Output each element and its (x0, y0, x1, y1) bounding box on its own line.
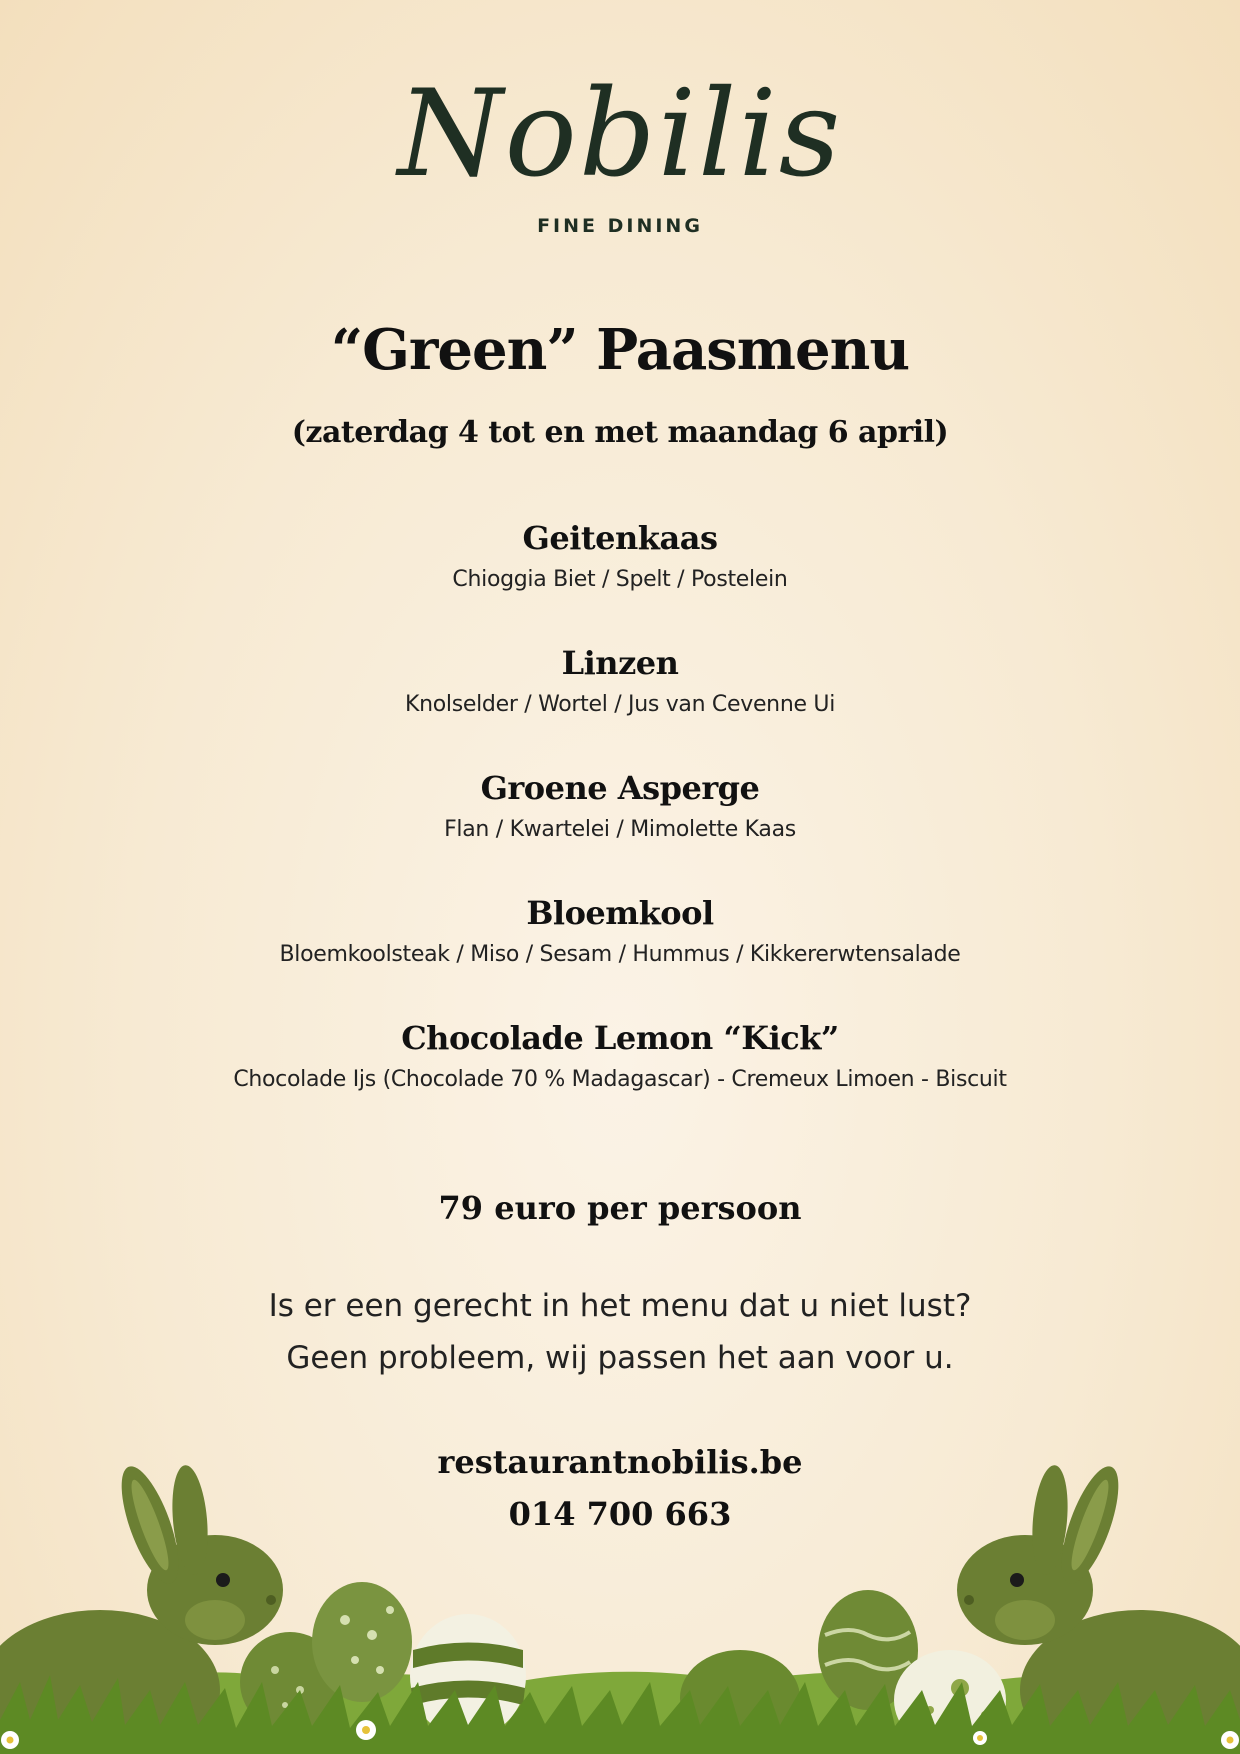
course-item (0, 1019, 1240, 1092)
logo-wordmark: Nobilis (397, 65, 843, 204)
course-description: Chioggia Biet / Spelt / Postelein (452, 567, 788, 592)
course-item (0, 519, 1240, 592)
price: 79 euro per persoon (438, 1189, 802, 1227)
course-item (0, 769, 1240, 842)
dietary-note-line: Is er een gerecht in het menu dat u niet lust? (268, 1288, 972, 1324)
website-link[interactable]: restaurantnobilis.be (437, 1443, 803, 1481)
course-name: Chocolade Lemon “Kick” (401, 1019, 839, 1057)
course-item (0, 894, 1240, 967)
course-description: Knolselder / Wortel / Jus van Cevenne Ui (404, 692, 836, 717)
logo (0, 55, 1240, 245)
course-name: Bloemkool (526, 894, 714, 932)
menu-dates: (zaterdag 4 tot en met maandag 6 april) (291, 415, 949, 450)
course-description: Bloemkoolsteak / Miso / Sesam / Hummus / Kikkererwtensalade (279, 942, 961, 967)
course-item (0, 644, 1240, 717)
phone-number[interactable]: 014 700 663 (508, 1495, 732, 1533)
course-name: Groene Asperge (480, 769, 760, 807)
course-name: Geitenkaas (522, 519, 718, 557)
course-description: Chocolade Ijs (Chocolade 70 % Madagascar) - Cremeux Limoen - Biscuit (233, 1067, 1007, 1092)
easter-decoration (0, 1420, 1240, 1754)
course-description: Flan / Kwartelei / Mimolette Kaas (444, 817, 796, 842)
logo-subtitle: FINE DINING (537, 215, 703, 237)
easter-egg-icon (410, 1614, 526, 1738)
dietary-note (0, 1280, 1240, 1384)
menu-title: “Green” Paasmenu (330, 317, 910, 383)
easter-egg-icon (312, 1582, 412, 1702)
course-name: Linzen (561, 644, 679, 682)
dietary-note-line: Geen probleem, wij passen het aan voor u. (286, 1340, 954, 1376)
